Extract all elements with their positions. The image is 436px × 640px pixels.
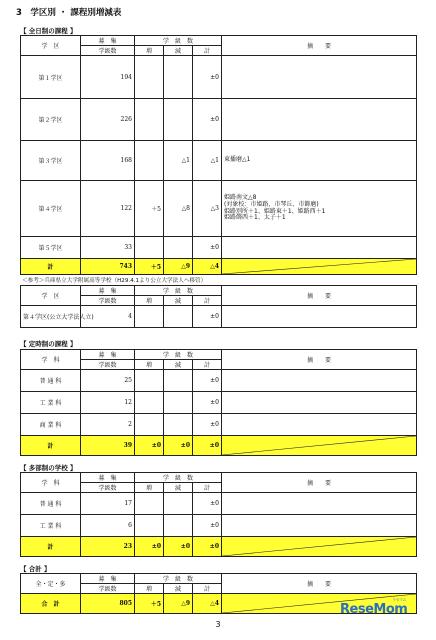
remarks-line: 姫路別所＋1、姫路東＋1、姫路西＋1 [224,207,326,215]
row-dec [164,370,193,392]
header-total: 計 [193,483,222,493]
total-dec: ±0 [164,436,193,456]
row-name: 第５学区 [21,237,81,259]
page-heading: 3 学区別 ・ 課程別増減表 [16,8,122,18]
total-inc: ±0 [135,537,164,557]
total-recruit: 39 [81,436,135,456]
total-name: 計 [21,436,81,456]
total-row [21,259,417,275]
row-recruit: 25 [81,370,135,392]
table-row [21,370,417,392]
total-total: △4 [193,259,222,275]
header-total: 計 [193,296,222,306]
header-inc: 増 [135,46,164,56]
row-total: △3 [193,181,222,237]
diagonal-line [222,436,416,455]
table-row [21,414,417,436]
row-recruit: 2 [81,414,135,436]
header-recruit-line2: 学級数 [81,483,135,493]
row-recruit: 4 [81,306,135,328]
table-row [21,493,417,515]
header-remarks: 摘 要 [222,574,417,594]
row-remarks [222,392,417,414]
row-inc [135,306,164,328]
header-first-col: 学 科 [21,473,81,493]
row-dec [164,306,193,328]
row-name: 第３学区 [21,141,81,181]
row-dec [164,99,193,141]
total-dec: ±0 [164,537,193,557]
row-inc [135,237,164,259]
header-first-col: 全・定・多 [21,574,81,594]
header-dec: 減 [164,483,193,493]
header-total: 計 [193,46,222,56]
row-total: △1 [193,141,222,181]
total-recruit: 23 [81,537,135,557]
page-number: 3 [215,620,221,629]
row-name: 普 通 科 [21,493,81,515]
row-recruit: 226 [81,99,135,141]
row-total: ±0 [193,370,222,392]
total-inc: ＋5 [135,259,164,275]
header-dec: 減 [164,360,193,370]
section-title-multi: 【 多部制の学校 】 [20,464,77,472]
row-remarks [222,306,417,328]
total-name: 合 計 [21,594,81,614]
total-dec: △9 [164,259,193,275]
header-remarks: 摘 要 [222,350,417,370]
row-inc [135,141,164,181]
row-name: 第４学区(公立大学法人立) [21,306,81,328]
table-row [21,181,417,237]
header-inc: 増 [135,584,164,594]
total-remarks-diagonal [222,436,417,456]
row-remarks [222,370,417,392]
row-recruit: 6 [81,515,135,537]
total-recruit: 743 [81,259,135,275]
row-inc [135,392,164,414]
row-name: 第１学区 [21,56,81,99]
section-title-full-time: 【 全日制の課程 】 [20,27,77,35]
row-name: 工 業 科 [21,392,81,414]
row-recruit: 194 [81,56,135,99]
header-dec: 減 [164,584,193,594]
row-name: 商 業 科 [21,414,81,436]
row-remarks [222,414,417,436]
table-row [21,99,417,141]
header-recruit-line1: 募 集 [81,473,135,483]
row-remarks [222,493,417,515]
header-recruit-line2: 学級数 [81,296,135,306]
total-inc: ±0 [135,436,164,456]
total-name: 計 [21,537,81,557]
row-name: 第２学区 [21,99,81,141]
reference-table [20,285,417,328]
row-inc: ＋5 [135,181,164,237]
diagonal-line [222,259,416,274]
total-inc: ＋5 [135,594,164,614]
row-inc [135,99,164,141]
header-recruit-line2: 学級数 [81,584,135,594]
header-classes: 学 級 数 [135,574,222,584]
total-total: ±0 [193,436,222,456]
row-total: ±0 [193,515,222,537]
section-title-grand: 【 合計 】 [20,565,51,573]
row-remarks [222,515,417,537]
row-inc [135,56,164,99]
row-dec: △1 [164,141,193,181]
row-dec: △8 [164,181,193,237]
row-total: ±0 [193,306,222,328]
multi-table [20,472,417,557]
row-dec [164,392,193,414]
row-total: ±0 [193,56,222,99]
row-total: ±0 [193,493,222,515]
part-time-table [20,349,417,456]
header-classes: 学 級 数 [135,36,222,46]
header-classes: 学 級 数 [135,350,222,360]
header-recruit-line1: 募 集 [81,350,135,360]
remarks-line: 姫路飾西＋1、太子＋1 [224,214,286,222]
header-first-col: 学 区 [21,36,81,56]
row-dec [164,515,193,537]
header-inc: 増 [135,296,164,306]
remarks-line: 東播磨△1 [224,156,251,164]
row-name: 工 業 科 [21,515,81,537]
header-first-col: 学 区 [21,286,81,306]
row-recruit: 12 [81,392,135,414]
header-remarks: 摘 要 [222,36,417,56]
row-recruit: 33 [81,237,135,259]
diagonal-line [222,537,416,556]
row-recruit: 17 [81,493,135,515]
table-row [21,392,417,414]
row-remarks [222,99,417,141]
row-total: ±0 [193,414,222,436]
header-recruit-line1: 募 集 [81,574,135,584]
table-row [21,237,417,259]
total-total: ±0 [193,537,222,557]
total-dec: △9 [164,594,193,614]
total-remarks-diagonal [222,537,417,557]
row-inc [135,515,164,537]
header-recruit-line1: 募 集 [81,36,135,46]
total-row [21,537,417,557]
header-dec: 減 [164,46,193,56]
table-row [21,306,417,328]
row-dec [164,414,193,436]
total-row [21,436,417,456]
row-name: 普 通 科 [21,370,81,392]
total-remarks-diagonal [222,259,417,275]
row-dec [164,56,193,99]
header-remarks: 摘 要 [222,473,417,493]
row-remarks [222,56,417,99]
header-inc: 増 [135,360,164,370]
row-remarks [222,181,417,237]
header-total: 計 [193,360,222,370]
row-recruit: 122 [81,181,135,237]
reference-note: ＜参考＞兵庫県立大学附属高等学校（H29.4.1より公立大学法人へ移管） [22,278,207,284]
row-name: 第４学区 [21,181,81,237]
header-dec: 減 [164,296,193,306]
header-recruit-line2: 学級数 [81,360,135,370]
header-recruit-line2: 学級数 [81,46,135,56]
row-dec [164,237,193,259]
row-inc [135,414,164,436]
remarks-line: 姫路南文△8 [224,194,257,202]
row-inc [135,370,164,392]
row-recruit: 168 [81,141,135,181]
remarks-line: (対象校：市姫路、市琴丘、市飾磨) [224,200,319,208]
header-inc: 増 [135,483,164,493]
total-recruit: 805 [81,594,135,614]
row-inc [135,493,164,515]
logo-text: ReseMom [340,602,408,617]
resemom-logo [340,597,408,617]
table-row [21,141,417,181]
row-remarks [222,237,417,259]
total-name: 計 [21,259,81,275]
logo-subtext: リセマム [392,597,406,602]
row-total: ±0 [193,237,222,259]
header-first-col: 学 科 [21,350,81,370]
header-total: 計 [193,584,222,594]
header-classes: 学 級 数 [135,286,222,296]
row-total: ±0 [193,99,222,141]
table-row [21,515,417,537]
row-remarks [222,141,417,181]
header-recruit-line1: 募 集 [81,286,135,296]
total-total: △4 [193,594,222,614]
table-row [21,56,417,99]
header-remarks: 摘 要 [222,286,417,306]
full-time-table [20,35,417,275]
section-title-part-time: 【 定時制の課程 】 [20,340,77,348]
row-total: ±0 [193,392,222,414]
header-classes: 学 級 数 [135,473,222,483]
row-dec [164,493,193,515]
